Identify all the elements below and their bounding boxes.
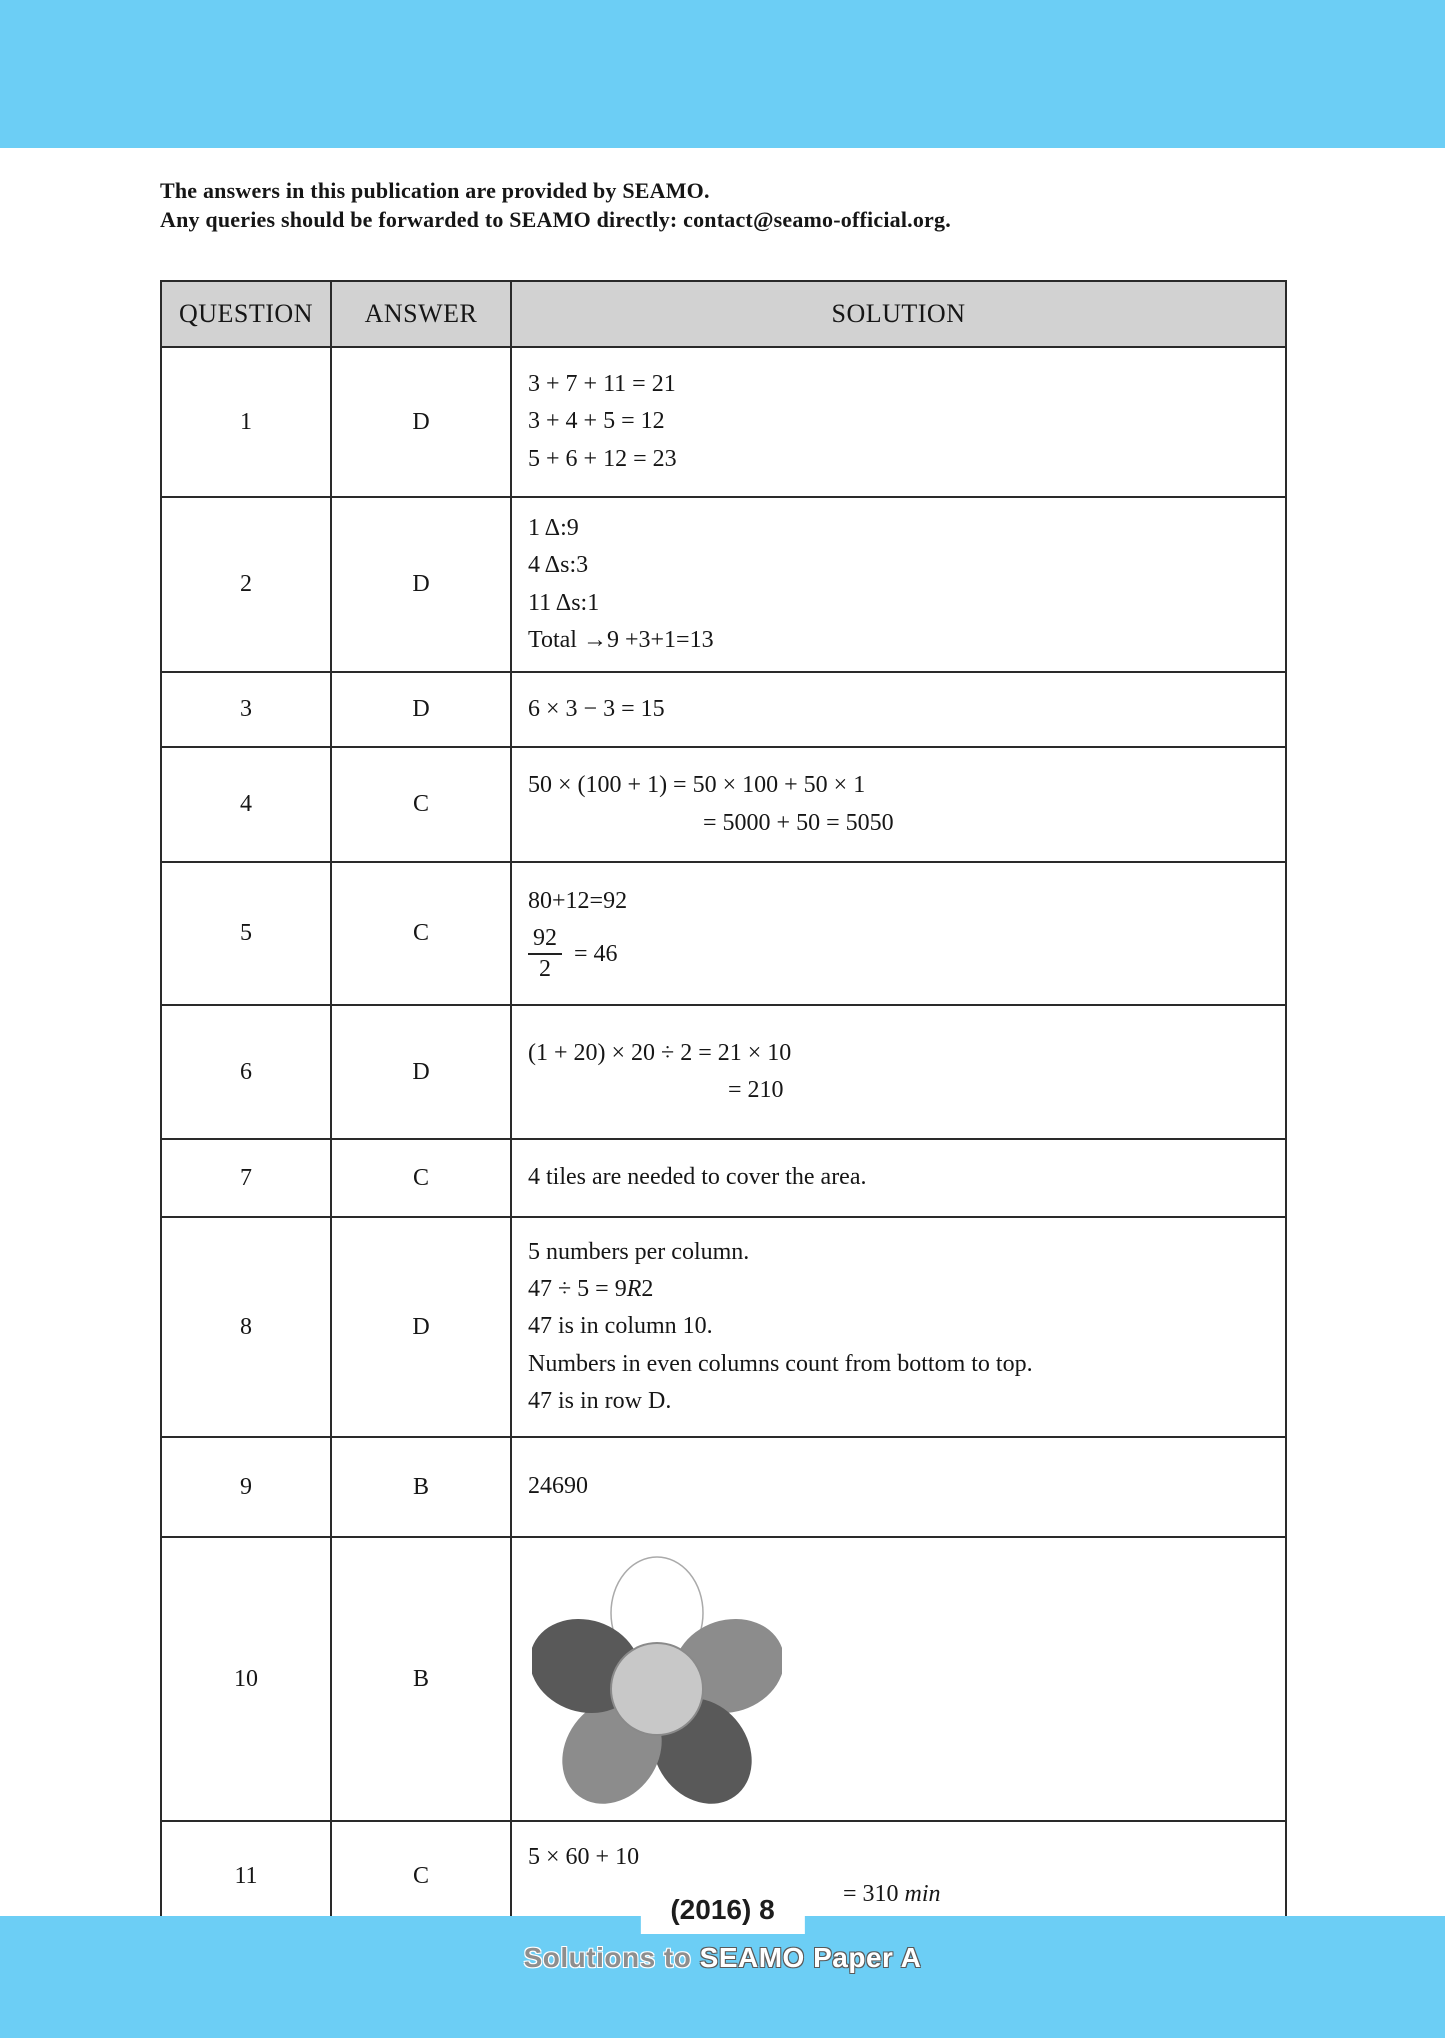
solution-line: 1 Δ:9 <box>528 515 579 542</box>
table-row <box>161 747 1286 862</box>
flower-center <box>611 1643 703 1735</box>
top-blue-band <box>0 0 1445 148</box>
answer-letter: D <box>331 1217 511 1437</box>
answer-letter: C <box>331 747 511 862</box>
table-row <box>161 1005 1286 1139</box>
table-row <box>161 672 1286 747</box>
footer-caption-white: SEAMO Paper A <box>699 1942 922 1973</box>
column-header-answer: ANSWER <box>331 281 511 347</box>
solution-line: 4 tiles are needed to cover the area. <box>528 1164 867 1191</box>
answer-letter: C <box>331 1139 511 1217</box>
answer-letter: D <box>331 347 511 497</box>
solutions-table <box>160 280 1287 1932</box>
solution-line: 6 × 3 − 3 = 15 <box>528 695 665 722</box>
question-number: 9 <box>161 1437 331 1537</box>
question-number: 3 <box>161 672 331 747</box>
solution-line: 3 + 4 + 5 = 12 <box>528 408 665 435</box>
fraction-result: = 46 <box>574 940 618 967</box>
solution-cell <box>511 1217 1286 1437</box>
answer-letter: C <box>331 1821 511 1931</box>
table-row <box>161 1437 1286 1537</box>
footer-caption <box>0 1942 1445 1974</box>
solution-line <box>528 925 1269 984</box>
solution-line: 5 numbers per column. <box>528 1239 750 1266</box>
question-number: 8 <box>161 1217 331 1437</box>
publication-note-line1: The answers in this publication are provided by SEAMO. <box>160 178 710 203</box>
question-number: 11 <box>161 1821 331 1931</box>
solution-cell <box>511 1005 1286 1139</box>
solution-cell <box>511 1139 1286 1217</box>
table-row <box>161 1537 1286 1821</box>
page-number: (2016) 8 <box>640 1888 804 1934</box>
solution-line: 3 + 7 + 11 = 21 <box>528 371 676 398</box>
fraction: $\frac{92}{2}$ <box>528 925 562 984</box>
publication-note-line2: Any queries should be forwarded to SEAMO directly: contact@seamo-official.org. <box>160 207 951 233</box>
solution-line: (1 + 20) × 20 ÷ 2 = 21 × 10 <box>528 1039 792 1066</box>
table-row <box>161 497 1286 672</box>
question-number: 10 <box>161 1537 331 1821</box>
solution-line: 5 × 60 + 10 <box>528 1843 640 1870</box>
solution-line: 47 is in row D. <box>528 1387 672 1414</box>
column-header-question: QUESTION <box>161 281 331 347</box>
table-row <box>161 347 1286 497</box>
solution-line: = 310 min <box>843 1881 941 1908</box>
solution-line: Total →9 +3+1=13 <box>528 626 714 653</box>
answer-letter: D <box>331 497 511 672</box>
question-number: 2 <box>161 497 331 672</box>
solution-line: Numbers in even columns count from bottom to top. <box>528 1350 1033 1377</box>
solution-line: 24690 <box>528 1473 588 1500</box>
bottom-blue-band <box>0 1916 1445 2038</box>
solution-cell <box>511 747 1286 862</box>
solution-line: 5 + 6 + 12 = 23 <box>528 445 677 472</box>
solution-line: = 210 <box>728 1077 784 1104</box>
solution-line: = 5000 + 50 = 5050 <box>703 809 894 836</box>
question-number: 4 <box>161 747 331 862</box>
solution-line: 50 × (100 + 1) = 50 × 100 + 50 × 1 <box>528 772 866 799</box>
publication-note <box>160 176 1445 234</box>
solution-cell <box>511 862 1286 1005</box>
table-row <box>161 862 1286 1005</box>
footer-caption-gray: Solutions to <box>523 1942 700 1973</box>
solution-cell <box>511 1537 1286 1821</box>
solution-cell <box>511 672 1286 747</box>
solution-line: 4 Δs:3 <box>528 552 589 579</box>
flower-illustration <box>532 1554 782 1806</box>
solution-cell <box>511 497 1286 672</box>
answer-letter: B <box>331 1437 511 1537</box>
question-number: 5 <box>161 862 331 1005</box>
answer-letter: C <box>331 862 511 1005</box>
solution-line: 47 is in column 10. <box>528 1313 713 1340</box>
question-number: 7 <box>161 1139 331 1217</box>
solution-line: 11 Δs:1 <box>528 589 600 616</box>
question-number: 6 <box>161 1005 331 1139</box>
answer-letter: D <box>331 1005 511 1139</box>
solution-line: 47 ÷ 5 = 9R2 <box>528 1276 654 1303</box>
solution-cell <box>511 1437 1286 1537</box>
solutions-table-body <box>161 347 1286 1931</box>
solutions-table-head <box>161 281 1286 347</box>
question-number: 1 <box>161 347 331 497</box>
table-row <box>161 1217 1286 1437</box>
answer-letter: B <box>331 1537 511 1821</box>
answer-letter: D <box>331 672 511 747</box>
table-row <box>161 1139 1286 1217</box>
solution-line: 80+12=92 <box>528 888 628 915</box>
solution-cell <box>511 1821 1286 1931</box>
solution-cell <box>511 347 1286 497</box>
page-content <box>0 148 1445 1932</box>
column-header-solution: SOLUTION <box>511 281 1286 347</box>
header-row <box>161 281 1286 347</box>
